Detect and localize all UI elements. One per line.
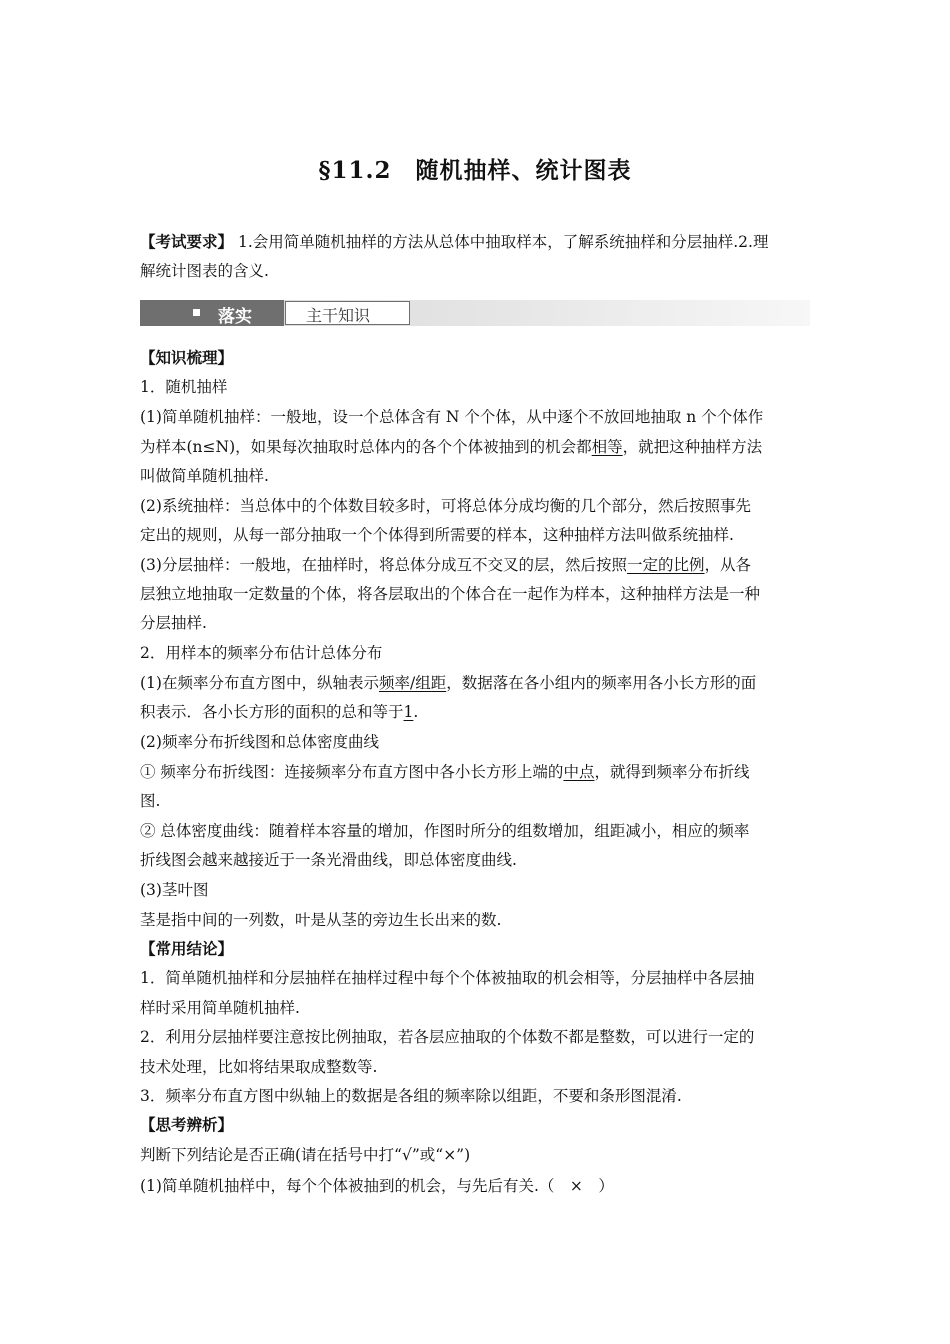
paragraph-line: 分层抽样. [140,614,207,632]
underlined-answer: 一定的比例 [626,556,705,574]
thinking-instruction: 判断下列结论是否正确(请在括号中打“√”或“×”) [140,1146,471,1164]
section-2-title: 2．用样本的频率分布估计总体分布 [140,644,383,662]
underlined-answer: 频率/组距 [378,674,447,692]
paragraph-line: (2)系统抽样：当总体中的个体数目较多时，可将总体分成均衡的几个部分，然后按照事先 [140,497,751,515]
conclusion-line: 样时采用简单随机抽样. [140,999,300,1017]
paragraph-line: 叫做简单随机抽样. [140,467,269,485]
section-banner [140,300,810,326]
requirement-line-2: 解统计图表的含义. [140,262,269,280]
underlined-answer: 1 [403,703,414,721]
section-1-title: 1．随机抽样 [140,378,228,396]
banner-light-block [285,301,410,325]
conclusion-line: 2．利用分层抽样要注意按比例抽取，若各层应抽取的个体数不都是整数，可以进行一定的 [140,1028,755,1046]
paragraph-line: (3)茎叶图 [140,881,209,899]
paragraph-line: 图. [140,792,161,810]
conclusion-line: 技术处理，比如将结果取成整数等. [140,1058,378,1076]
paragraph-line: 积表示．各小长方形的面积的总和等于1. [140,703,419,721]
paragraph-line: ② 总体密度曲线：随着样本容量的增加，作图时所分的组数增加，组距减小，相应的频率 [140,822,750,840]
conclusion-line: 1．简单随机抽样和分层抽样在抽样过程中每个个体被抽取的机会相等，分层抽样中各层抽 [140,969,755,987]
banner-dark-label: 落实 [218,307,252,327]
page-title: §11.2 随机抽样、统计图表 [318,157,632,184]
banner-light-label: 主干知识 [306,306,371,325]
paragraph-line: ① 频率分布折线图：连接频率分布直方图中各小长方形上端的中点，就得到频率分布折线 [140,763,750,781]
requirement-line-1: 【考试要求】 1.会用简单随机抽样的方法从总体中抽取样本，了解系统抽样和分层抽样.2.理 [140,232,769,251]
requirement-tag: 【考试要求】 [140,232,234,251]
paragraph-line: 定出的规则，从每一部分抽取一个个体得到所需要的样本，这种抽样方法叫做系统抽样. [140,526,734,544]
square-bullet-icon [193,309,200,316]
thinking-heading: 【思考辨析】 [140,1115,234,1134]
paragraph-line: 茎是指中间的一列数，叶是从茎的旁边生长出来的数. [140,911,502,929]
paragraph-line: 层独立地抽取一定数量的个体，将各层取出的个体合在一起作为样本，这种抽样方法是一种 [140,585,761,603]
paragraph-line: 为样本(n≤N)，如果每次抽取时总体内的各个个体被抽到的机会都相等，就把这种抽样方法 [140,438,763,456]
paragraph-line: (3)分层抽样：一般地，在抽样时，将总体分成互不交叉的层，然后按照一定的比例，从各 [140,556,751,574]
underlined-answer: 中点 [563,763,595,781]
paragraph-line: (1)在频率分布直方图中，纵轴表示频率/组距，数据落在各小组内的频率用各小长方形的面 [140,674,757,692]
banner-dark-block [140,300,284,326]
conclusion-line: 3．频率分布直方图中纵轴上的数据是各组的频率除以组距，不要和条形图混淆. [140,1087,682,1105]
paragraph-line: 折线图会越来越接近于一条光滑曲线，即总体密度曲线. [140,851,517,869]
knowledge-heading: 【知识梳理】 [140,348,234,367]
paragraph-line: (2)频率分布折线图和总体密度曲线 [140,733,379,751]
underlined-answer: 相等 [591,438,623,456]
conclusions-heading: 【常用结论】 [140,939,234,958]
paragraph-line: (1)简单随机抽样：一般地，设一个总体含有 N 个个体，从中逐个不放回地抽取 n 个个体作 [140,408,764,426]
thinking-question-1: (1)简单随机抽样中，每个个体被抽到的机会，与先后有关.（ × ） [140,1177,614,1195]
